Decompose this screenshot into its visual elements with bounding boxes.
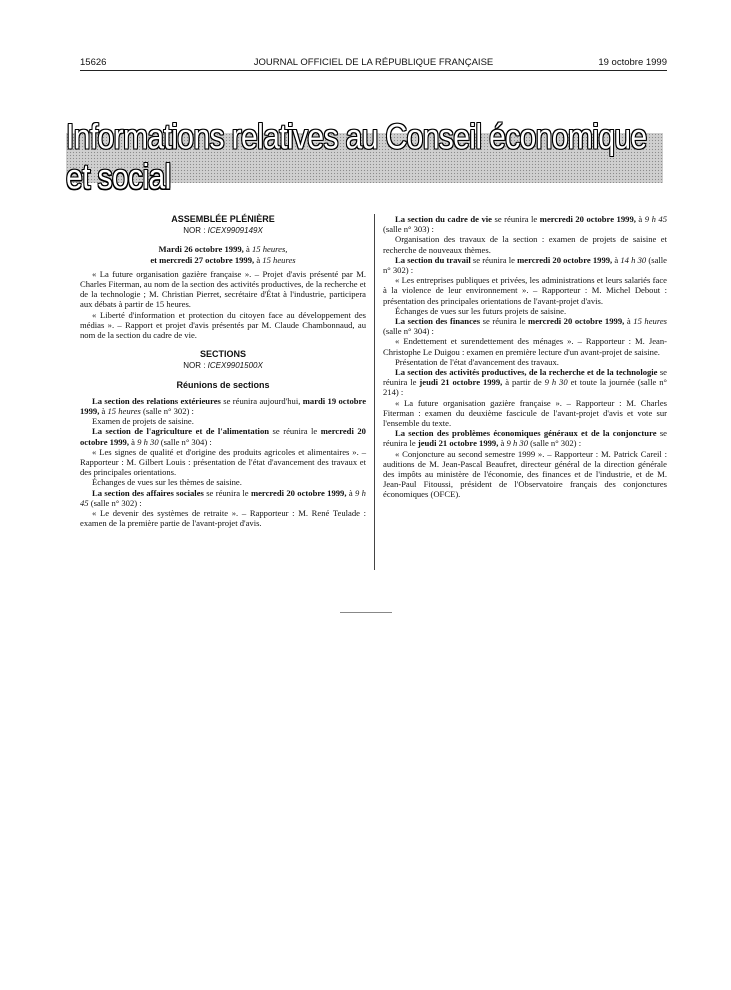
session-date-2: et mercredi 27 octobre 1999, à 15 heures: [150, 254, 296, 265]
meeting-text: Échanges de vues sur les futurs projets de saisine.: [395, 305, 567, 316]
left-column: [80, 214, 366, 528]
meeting-activites-productives: La section des activités productives, de la recherche et de la technologie se réunira le jeudi 21 octobre 1999, à partir de 9 h 30 et toute la journée (salle n° 214) :: [383, 367, 667, 398]
assemblee-item-1: « La future organisation gazière française ». – Projet d'avis présenté par M. Charles Fiterman, au nom de la section des activités productives, de la recherche et de la technologie ; M. Christian Pierret, secrétaire d'État à l'industrie, participera aux débats à partir de 15 heures.: [80, 268, 366, 310]
meeting-text: « Le devenir des systèmes de retraite ». – Rapporteur : M. René Teulade : examen de la première partie de l'avant-projet d'avis.: [80, 508, 366, 529]
nor-label: NOR :: [183, 226, 206, 236]
issue-date: 19 octobre 1999: [598, 56, 667, 68]
page-number: 15626: [80, 56, 107, 68]
meeting-text: « Conjoncture au second semestre 1999 ». – Rapporteur : M. Patrick Careil : auditions de M. Jean-Pascal Beaufret, directeur général de la direction générale des impôts au ministère de l'économie, des finances et de l'industrie, et de M. Jean-Paul Fitoussi, président de l'Observatoire français des conjonctures économiques (OFCE).: [383, 448, 667, 500]
meeting-problemes-economiques: La section des problèmes économiques généraux et de la conjoncture se réunira le jeudi 21 octobre 1999, à 9 h 30 (salle n° 302) :: [383, 428, 667, 449]
assemblee-nor: [80, 226, 366, 236]
meeting-cadre-de-vie: La section du cadre de vie se réunira le mercredi 20 octobre 1999, à 9 h 45 (salle n° 303) :: [383, 214, 668, 235]
column-divider: [374, 214, 375, 570]
meeting-text: « Les signes de qualité et d'origine des produits agricoles et alimentaires ». – Rapporteur : M. Gilbert Louis : présentation de l'état d'avancement des travaux et des principales orientations.: [80, 446, 366, 478]
sections-heading: SECTIONS: [199, 349, 246, 360]
end-rule: [340, 612, 392, 613]
banner-title: Informations relatives au Conseil économique et social: [66, 117, 647, 197]
assemblee-item-2: « Liberté d'information et protection du citoyen face au développement des médias ». – Rapport et projet d'avis présentés par M. Claude Chambonnaud, au nom de la section du cadre de vie.: [80, 309, 366, 341]
meeting-text: Présentation de l'état d'avancement des travaux.: [395, 356, 559, 367]
meeting-finances: La section des finances se réunira le mercredi 20 octobre 1999, à 15 heures (salle n° 304) :: [383, 316, 668, 337]
right-column: [383, 214, 667, 500]
meeting-travail: La section du travail se réunira le mercredi 20 octobre 1999, à 14 h 30 (salle n° 302) :: [383, 254, 667, 276]
meeting-text: « Les entreprises publiques et privées, les administrations et leurs salariés face à la violence de leur environnement ». – Rapporteur : M. Michel Debout : présentation des principales orientations de l'avant-projet d'avis.: [383, 275, 667, 306]
sections-subheading: Réunions de sections: [176, 379, 270, 390]
meeting-text: Échanges de vues sur les thèmes de saisine.: [92, 477, 242, 488]
nor-code: ICEX9909149X: [207, 226, 263, 236]
section-banner: [66, 117, 663, 197]
meeting-text: Organisation des travaux de la section : examen de projets de saisine et recherche de nouveaux thèmes.: [383, 234, 667, 255]
meeting-relations-exterieures: La section des relations extérieures se réunira aujourd'hui, mardi 19 octobre 1999, à 15 heures (salle n° 302) :: [80, 395, 367, 417]
header-rule: [80, 70, 667, 71]
journal-title: JOURNAL OFFICIEL DE LA RÉPUBLIQUE FRANÇAISE: [253, 56, 494, 68]
meeting-text: Examen de projets de saisine.: [92, 416, 194, 427]
sections-nor: NOR : ICEX9901500X: [183, 361, 263, 371]
assemblee-heading: ASSEMBLÉE PLÉNIÈRE: [171, 214, 275, 224]
meeting-text: « Endettement et surendettement des ménages ». – Rapporteur : M. Jean-Christophe Le Duigou : examen en première lecture d'un avant-projet de saisine.: [383, 336, 667, 357]
meeting-affaires-sociales: La section des affaires sociales se réunira le mercredi 20 octobre 1999, à 9 h 45 (salle n° 302) :: [80, 487, 366, 508]
meeting-text: « La future organisation gazière française ». – Rapporteur : M. Charles Fiterman : examen du deuxième fascicule de l'avant-projet d'avis et vote sur l'ensemble du texte.: [383, 397, 667, 429]
meeting-agriculture: La section de l'agriculture et de l'alimentation se réunira le mercredi 20 octobre 1999, à 9 h 30 (salle n° 304) :: [80, 426, 366, 447]
session-date-1: Mardi 26 octobre 1999, à 15 heures,: [158, 244, 288, 255]
page-header: [80, 55, 667, 69]
